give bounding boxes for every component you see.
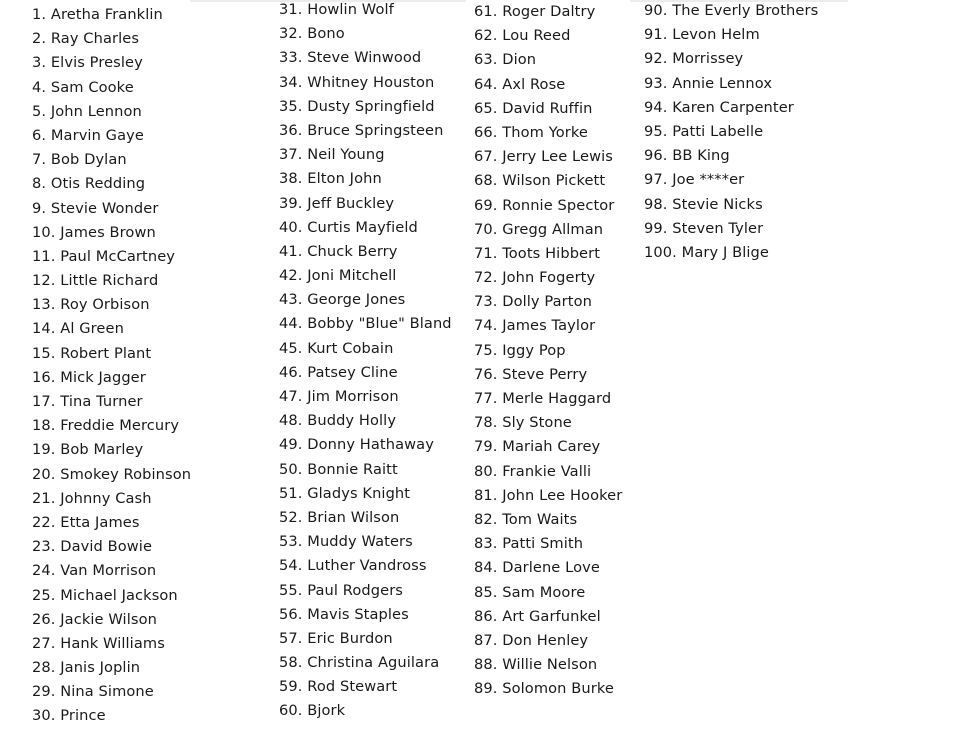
list-item: 83. Patti Smith <box>474 535 584 553</box>
list-item: 84. Darlene Love <box>474 559 600 577</box>
list-item: 60. Bjork <box>279 702 346 720</box>
list-item: 47. Jim Morrison <box>279 388 399 405</box>
list-item: 100. Mary J Blige <box>644 243 769 261</box>
list-item: 66. Thom Yorke <box>474 123 589 141</box>
list-item: 62. Lou Reed <box>474 27 571 45</box>
list-item: 87. Don Henley <box>474 631 589 649</box>
list-item: 20. Smokey Robinson <box>32 465 192 483</box>
list-item: 2. Ray Charles <box>32 30 140 48</box>
list-item: 52. Brian Wilson <box>279 508 400 526</box>
list-item: 42. Joni Mitchell <box>279 267 397 285</box>
list-item: 14. Al Green <box>32 320 124 338</box>
list-item: 25. Michael Jackson <box>32 586 178 604</box>
list-item: 48. Buddy Holly <box>279 412 397 430</box>
list-item: 95. Patti Labelle <box>644 122 764 140</box>
list-item: 31. Howlin Wolf <box>279 1 394 18</box>
list-item: 38. Elton John <box>279 170 382 188</box>
list-item: 78. Sly Stone <box>474 414 572 432</box>
list-item: 94. Karen Carpenter <box>644 98 794 116</box>
list-item: 5. John Lennon <box>32 102 142 120</box>
singers-column-4 <box>644 0 818 265</box>
singers-column-2 <box>279 0 452 724</box>
list-item: 85. Sam Moore <box>474 583 586 601</box>
list-item: 99. Steven Tyler <box>644 219 764 237</box>
list-item: 76. Steve Perry <box>474 365 588 383</box>
list-item: 54. Luther Vandross <box>279 557 427 575</box>
list-item: 90. The Everly Brothers <box>644 2 819 19</box>
list-item: 27. Hank Williams <box>32 634 165 652</box>
list-item: 33. Steve Winwood <box>279 49 422 67</box>
list-item: 35. Dusty Springfield <box>279 97 435 115</box>
list-item: 29. Nina Simone <box>32 683 154 701</box>
list-item: 65. David Ruffin <box>474 99 593 117</box>
list-item: 24. Van Morrison <box>32 562 157 580</box>
list-item: 34. Whitney Houston <box>279 73 435 91</box>
list-item: 3. Elvis Presley <box>32 54 143 72</box>
list-item: 67. Jerry Lee Lewis <box>474 148 613 166</box>
list-item: 30. Prince <box>32 707 106 725</box>
list-item: 68. Wilson Pickett <box>474 172 606 190</box>
list-item: 28. Janis Joplin <box>32 659 141 677</box>
list-item: 97. Joe ****er <box>644 171 745 189</box>
list-item: 8. Otis Redding <box>32 175 146 193</box>
list-item: 23. David Bowie <box>32 538 153 556</box>
list-item: 61. Roger Daltry <box>474 3 596 20</box>
list-item: 13. Roy Orbison <box>32 296 150 314</box>
list-item: 26. Jackie Wilson <box>32 610 157 628</box>
list-item: 19. Bob Marley <box>32 441 144 459</box>
list-item: 56. Mavis Staples <box>279 605 409 623</box>
list-item: 75. Iggy Pop <box>474 341 566 359</box>
list-item: 58. Christina Aguilara <box>279 654 440 672</box>
list-item: 40. Curtis Mayfield <box>279 218 418 236</box>
list-item: 64. Axl Rose <box>474 75 566 93</box>
list-item: 12. Little Richard <box>32 272 159 290</box>
list-item: 10. James Brown <box>32 223 156 241</box>
list-item: 15. Robert Plant <box>32 344 152 362</box>
list-item: 43. George Jones <box>279 291 406 309</box>
list-item: 63. Dion <box>474 51 537 69</box>
list-item: 51. Gladys Knight <box>279 484 411 502</box>
list-item: 17. Tina Turner <box>32 393 143 410</box>
list-item: 18. Freddie Mercury <box>32 417 180 435</box>
list-item: 70. Gregg Allman <box>474 220 604 238</box>
list-item: 9. Stevie Wonder <box>32 199 159 217</box>
list-item: 92. Morrissey <box>644 50 744 68</box>
list-item: 50. Bonnie Raitt <box>279 460 398 478</box>
list-item: 93. Annie Lennox <box>644 74 773 92</box>
list-item: 72. John Fogerty <box>474 269 596 287</box>
list-item: 11. Paul McCartney <box>32 247 176 265</box>
list-item: 49. Donny Hathaway <box>279 436 434 454</box>
list-item: 81. John Lee Hooker <box>474 486 623 504</box>
list-item: 59. Rod Stewart <box>279 678 398 696</box>
list-item: 79. Mariah Carey <box>474 438 601 456</box>
list-item: 4. Sam Cooke <box>32 78 134 96</box>
list-item: 96. BB King <box>644 147 730 165</box>
list-item: 74. James Taylor <box>474 317 596 335</box>
list-item: 57. Eric Burdon <box>279 629 393 647</box>
list-item: 69. Ronnie Spector <box>474 196 615 214</box>
list-item: 37. Neil Young <box>279 146 385 164</box>
list-item: 71. Toots Hibbert <box>474 244 601 262</box>
list-item: 45. Kurt Cobain <box>279 339 394 357</box>
list-item: 7. Bob Dylan <box>32 151 127 169</box>
list-item: 41. Chuck Berry <box>279 242 398 260</box>
list-item: 44. Bobby "Blue" Bland <box>279 315 452 333</box>
list-item: 82. Tom Waits <box>474 510 578 528</box>
list-item: 55. Paul Rodgers <box>279 581 404 599</box>
singers-column-1 <box>32 3 191 729</box>
list-item: 6. Marvin Gaye <box>32 126 144 144</box>
list-item: 98. Stevie Nicks <box>644 195 763 213</box>
list-item: 91. Levon Helm <box>644 26 760 44</box>
list-item: 16. Mick Jagger <box>32 368 146 386</box>
singers-column-3 <box>474 0 622 701</box>
list-item: 53. Muddy Waters <box>279 533 413 551</box>
list-item: 36. Bruce Springsteen <box>279 121 444 139</box>
list-item: 88. Willie Nelson <box>474 656 598 674</box>
list-item: 80. Frankie Valli <box>474 462 592 480</box>
list-item: 77. Merle Haggard <box>474 390 612 407</box>
list-item: 86. Art Garfunkel <box>474 607 601 625</box>
list-item: 89. Solomon Burke <box>474 680 614 698</box>
list-item: 46. Patsey Cline <box>279 363 398 381</box>
list-item: 73. Dolly Parton <box>474 293 592 311</box>
list-item: 1. Aretha Franklin <box>32 6 163 23</box>
list-item: 39. Jeff Buckley <box>279 194 395 212</box>
list-item: 32. Bono <box>279 25 345 43</box>
list-item: 21. Johnny Cash <box>32 489 152 507</box>
list-item: 22. Etta James <box>32 513 140 531</box>
